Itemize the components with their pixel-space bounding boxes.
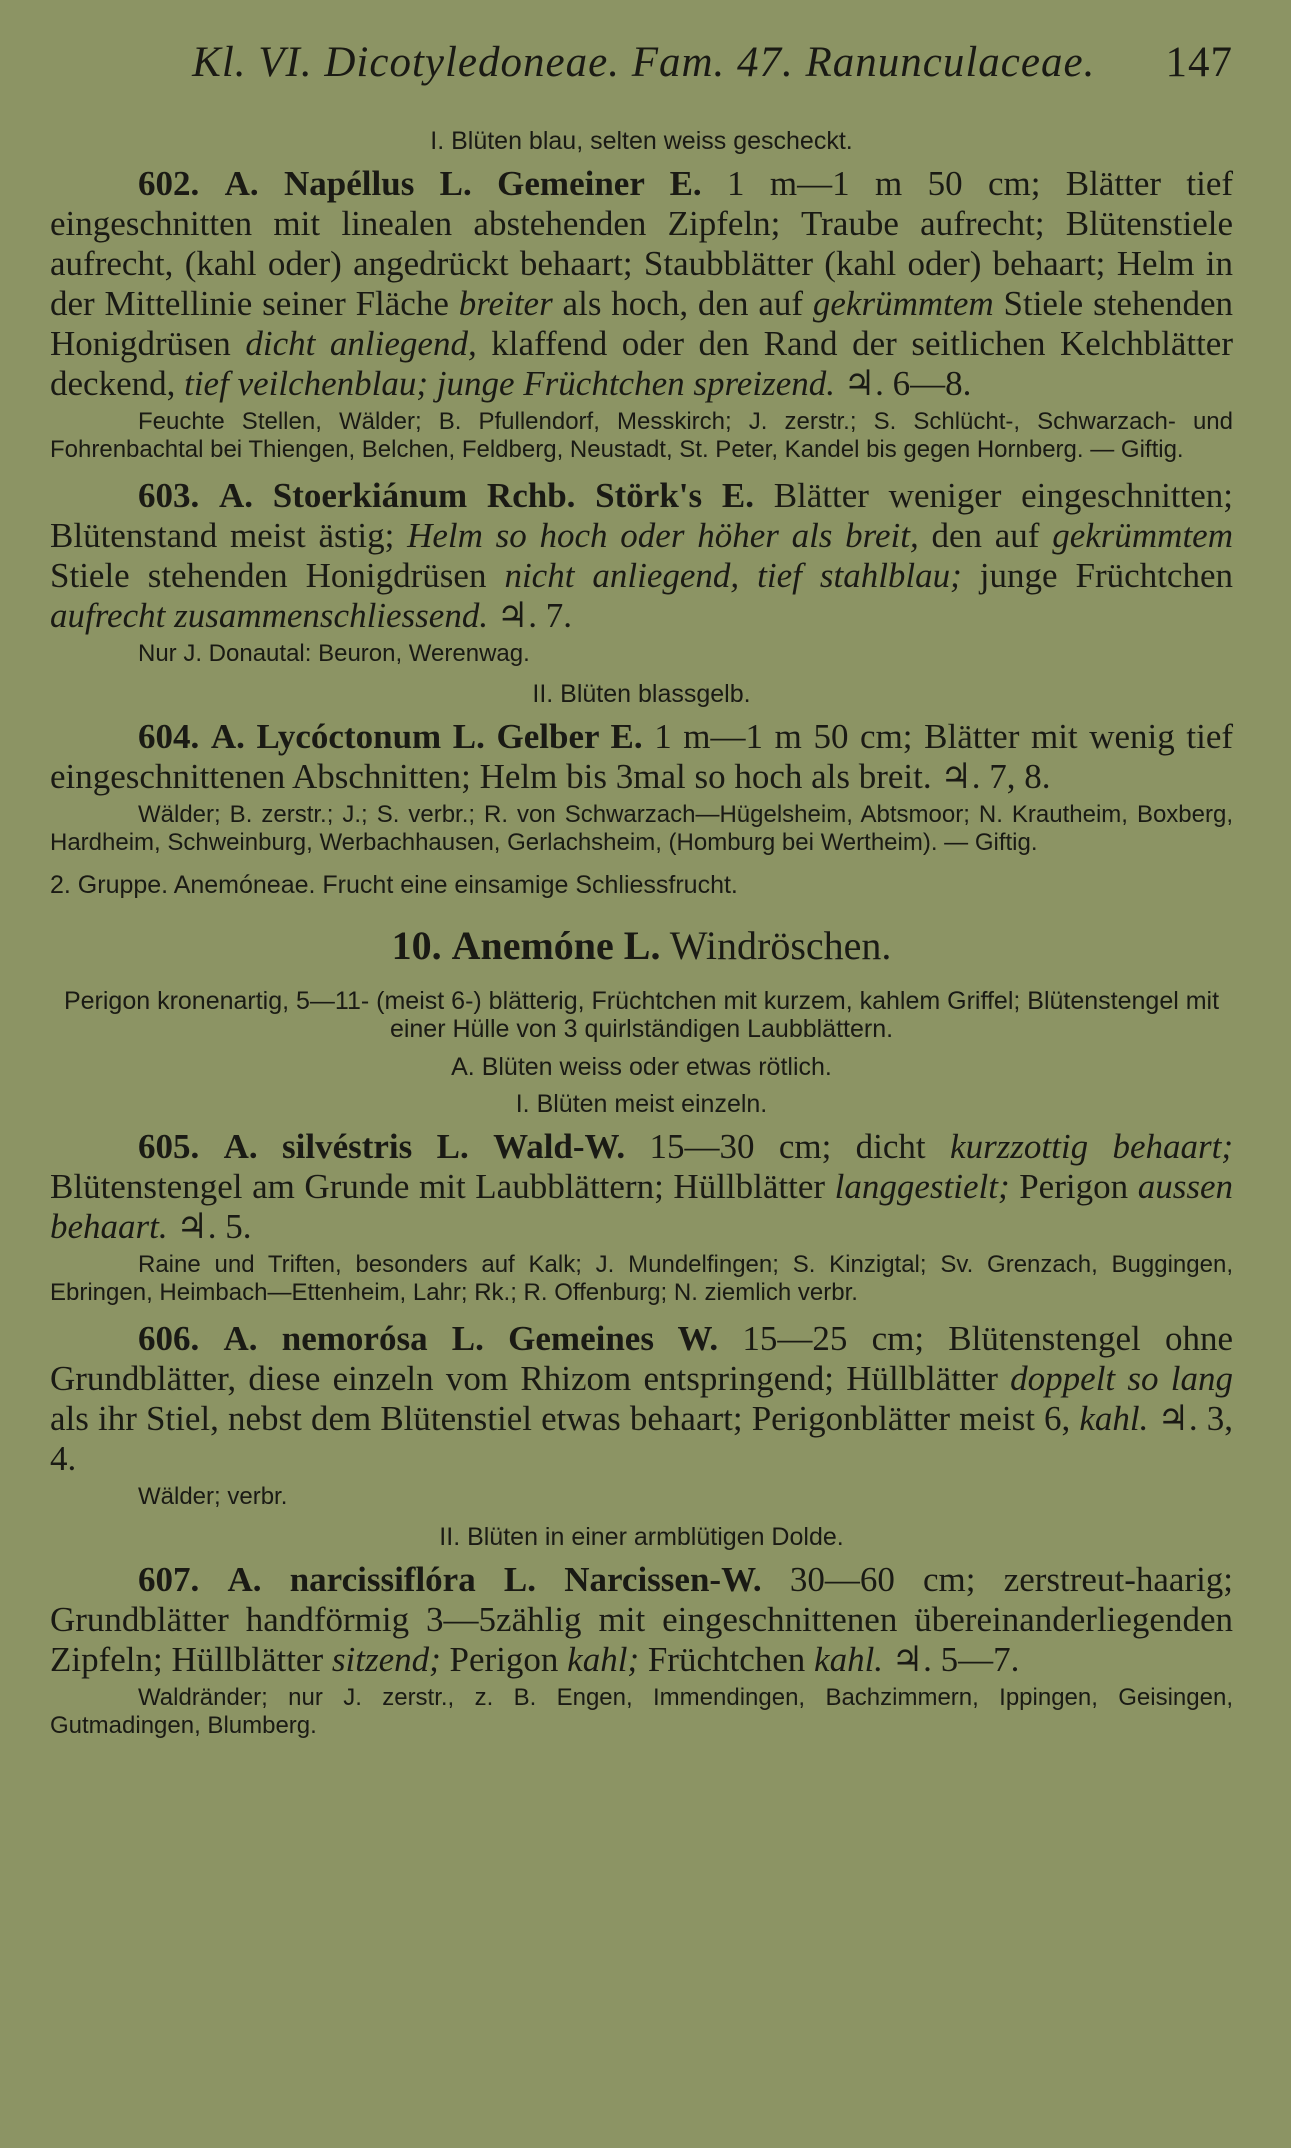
entry-603-text: Stiele stehenden Honigdrüsen bbox=[50, 556, 505, 595]
entry-606-number: 606. bbox=[138, 1319, 200, 1358]
entry-605-number: 605. bbox=[138, 1127, 200, 1166]
group-text: Frucht eine einsamige Schliessfrucht. bbox=[315, 871, 738, 899]
entry-603-number: 603. bbox=[138, 476, 200, 515]
entry-605-text: ♃. 5. bbox=[167, 1207, 252, 1246]
entry-602-text: Stiele stehenden Honigdrüsen bbox=[50, 284, 1234, 363]
entry-605-text: Perigon bbox=[1009, 1167, 1138, 1206]
entry-604-number: 604. bbox=[138, 717, 200, 756]
entry-607-italic: kahl. bbox=[814, 1640, 884, 1679]
entry-606-text: 15—25 cm; Blütenstengel ohne Grundblätter, diese einzeln vom Rhizom entspringend; Hüllblätter bbox=[50, 1319, 1234, 1398]
entry-606 bbox=[50, 1319, 1233, 1479]
section-head-single: I. Blüten meist einzeln. bbox=[515, 1090, 768, 1118]
entry-602-italic: breiter bbox=[458, 284, 553, 323]
habitat-text: Feuchte Stellen, Wälder; B. Pfullendorf, Messkirch; J. zerstr.; S. Schlücht-, Schwarzach- und Fohrenbachtal bei Thiengen, Belchen, Feldberg, Neustadt, St. Peter, Kandel bis gegen Hornberg. — Giftig. bbox=[50, 408, 1233, 463]
entry-602-text: 1 m—1 m 50 cm; Blätter tief eingeschnitten mit linealen abstehenden Zipfeln; Traube aufrecht; Blütenstiele aufrecht, (kahl oder) angedrückt behaart; Staubblätter (kahl oder) behaart; Helm in der Mittellinie seiner Fläche bbox=[50, 164, 1234, 323]
entry-603-italic: nicht anliegend, tief stahlblau; bbox=[504, 556, 962, 595]
entry-605 bbox=[50, 1127, 1233, 1247]
genus-heading bbox=[50, 922, 1233, 969]
entry-606-common: Gemeines W. bbox=[508, 1319, 719, 1358]
entry-603-italic: aufrecht zusammenschliessend. bbox=[50, 596, 489, 635]
habitat-text: Wälder; B. zerstr.; J.; S. verbr.; R. von Schwarzach—Hügelsheim, Abtsmoor; N. Krautheim, Boxberg, Hardheim, Schweinburg, Werbachhausen, Gerlachsheim, (Homburg bei Wertheim). — Giftig. bbox=[50, 801, 1233, 856]
entry-607 bbox=[50, 1560, 1233, 1680]
entry-607-text: 30—60 cm; zerstreut-haarig; Grundblätter handförmig 3—5zählig mit eingeschnittenen übereinanderliegenden Zipfeln; Hüllblätter bbox=[50, 1560, 1234, 1679]
entry-602-italic: dicht anliegend, bbox=[245, 324, 477, 363]
entry-605-italic: kurzzottig behaart; bbox=[950, 1127, 1234, 1166]
entry-607-common: Narcissen-W. bbox=[564, 1560, 762, 1599]
entry-602-number: 602. bbox=[138, 164, 200, 203]
entry-603-italic: Helm so hoch oder höher als breit, bbox=[407, 516, 919, 555]
entry-602-name: A. Napéllus L. bbox=[224, 164, 472, 203]
habitat-text: Wälder; verbr. bbox=[138, 1483, 288, 1510]
running-head-title: Kl. VI. Dicotyledoneae. Fam. 47. Ranunculaceae. bbox=[192, 39, 1096, 86]
genus-common-name: Windröschen. bbox=[669, 923, 892, 968]
entry-605-text: Blütenstengel am Grunde mit Laubblättern; Hüllblätter bbox=[50, 1167, 835, 1206]
entry-607-italic: kahl; bbox=[567, 1640, 640, 1679]
entry-603-common: Störk's E. bbox=[595, 476, 754, 515]
entry-603-text: den auf bbox=[918, 516, 1053, 555]
entry-602-text: als hoch, den auf bbox=[552, 284, 813, 323]
habitat-text: Raine und Triften, besonders auf Kalk; J. Mundelfingen; S. Kinzigtal; Sv. Grenzach, Buggingen, Ebringen, Heimbach—Ettenheim, Lahr; Rk.; R. Offenburg; N. ziemlich verbr. bbox=[50, 1251, 1233, 1306]
entry-605-text: 15—30 cm; dicht bbox=[625, 1127, 951, 1166]
entry-603-name: A. Stoerkiánum Rchb. bbox=[218, 476, 576, 515]
entry-605-name: A. silvéstris L. bbox=[223, 1127, 469, 1166]
entry-603-text: Blätter weniger eingeschnitten; Blütenstand meist ästig; bbox=[50, 476, 1234, 555]
section-head-blue: I. Blüten blau, selten weiss gescheckt. bbox=[430, 127, 853, 155]
entry-602-italic: tief veilchenblau; junge Früchtchen spreizend. bbox=[184, 364, 835, 403]
entry-602-italic: gekrümmtem bbox=[812, 284, 994, 323]
entry-602-text: ♃. 6—8. bbox=[834, 364, 972, 403]
entry-607-name: A. narcissiflóra L. bbox=[227, 1560, 537, 1599]
entry-607-text: Früchtchen bbox=[639, 1640, 815, 1679]
section-head-white: A. Blüten weiss oder etwas rötlich. bbox=[451, 1053, 832, 1081]
entry-604-text: 1 m—1 m 50 cm; Blätter mit wenig tief eingeschnittenen Abschnitten; Helm bis 3mal so hoch als breit. ♃. 7, 8. bbox=[50, 717, 1234, 796]
entry-607-italic: sitzend; bbox=[331, 1640, 441, 1679]
entry-602-common: Gemeiner E. bbox=[497, 164, 702, 203]
entry-604-common: Gelber E. bbox=[496, 717, 643, 756]
entry-606-text: ♃. 3, 4. bbox=[50, 1399, 1233, 1478]
genus-description: Perigon kronenartig, 5—11- (meist 6-) blätterig, Früchtchen mit kurzem, kahlem Griffel; Blütenstengel mit einer Hülle von 3 quirlständigen Laubblättern. bbox=[63, 987, 1220, 1043]
section-head-umbel: II. Blüten in einer armblütigen Dolde. bbox=[439, 1523, 844, 1551]
group-label: 2. Gruppe. Anemóneae. bbox=[50, 871, 316, 899]
entry-605-italic: langgestielt; bbox=[834, 1167, 1010, 1206]
entry-605-common: Wald-W. bbox=[493, 1127, 626, 1166]
genus-number: 10. bbox=[391, 923, 442, 968]
entry-602-habitat bbox=[50, 408, 1233, 464]
entry-607-text: Perigon bbox=[440, 1640, 568, 1679]
entry-603-text: junge Früchtchen bbox=[961, 556, 1233, 595]
entry-605-italic: aussen behaart. bbox=[50, 1167, 1233, 1246]
group-heading bbox=[50, 871, 1233, 900]
entry-607-number: 607. bbox=[138, 1560, 200, 1599]
running-head bbox=[50, 38, 1233, 87]
habitat-text: Waldränder; nur J. zerstr., z. B. Engen, Immendingen, Bachzimmern, Ippingen, Geisingen, Gutmadingen, Blumberg. bbox=[50, 1684, 1233, 1739]
entry-607-text: ♃. 5—7. bbox=[883, 1640, 1020, 1679]
entry-603 bbox=[50, 476, 1233, 636]
entry-604-habitat bbox=[50, 801, 1233, 857]
entry-606-italic: kahl. bbox=[1079, 1399, 1149, 1438]
entry-603-habitat bbox=[50, 640, 1233, 668]
genus-name: Anemóne L. bbox=[451, 923, 661, 968]
entry-604-name: A. Lycóctonum L. bbox=[210, 717, 485, 756]
entry-606-habitat bbox=[50, 1483, 1233, 1511]
section-head-yellow: II. Blüten blassgelb. bbox=[532, 680, 751, 708]
entry-606-name: A. nemorósa L. bbox=[223, 1319, 484, 1358]
entry-605-habitat bbox=[50, 1251, 1233, 1307]
entry-602-text: klaffend oder den Rand der seitlichen Kelchblätter deckend, bbox=[50, 324, 1233, 403]
entry-607-habitat bbox=[50, 1684, 1233, 1740]
entry-606-text: als ihr Stiel, nebst dem Blütenstiel etwas behaart; Perigonblätter meist 6, bbox=[50, 1399, 1080, 1438]
entry-602 bbox=[50, 164, 1233, 404]
entry-603-italic: gekrümmtem bbox=[1052, 516, 1233, 555]
entry-604 bbox=[50, 717, 1233, 797]
entry-603-text: ♃. 7. bbox=[488, 596, 572, 635]
page-number: 147 bbox=[1165, 39, 1233, 86]
habitat-text: Nur J. Donautal: Beuron, Werenwag. bbox=[138, 640, 530, 667]
entry-606-italic: doppelt so lang bbox=[1010, 1359, 1234, 1398]
